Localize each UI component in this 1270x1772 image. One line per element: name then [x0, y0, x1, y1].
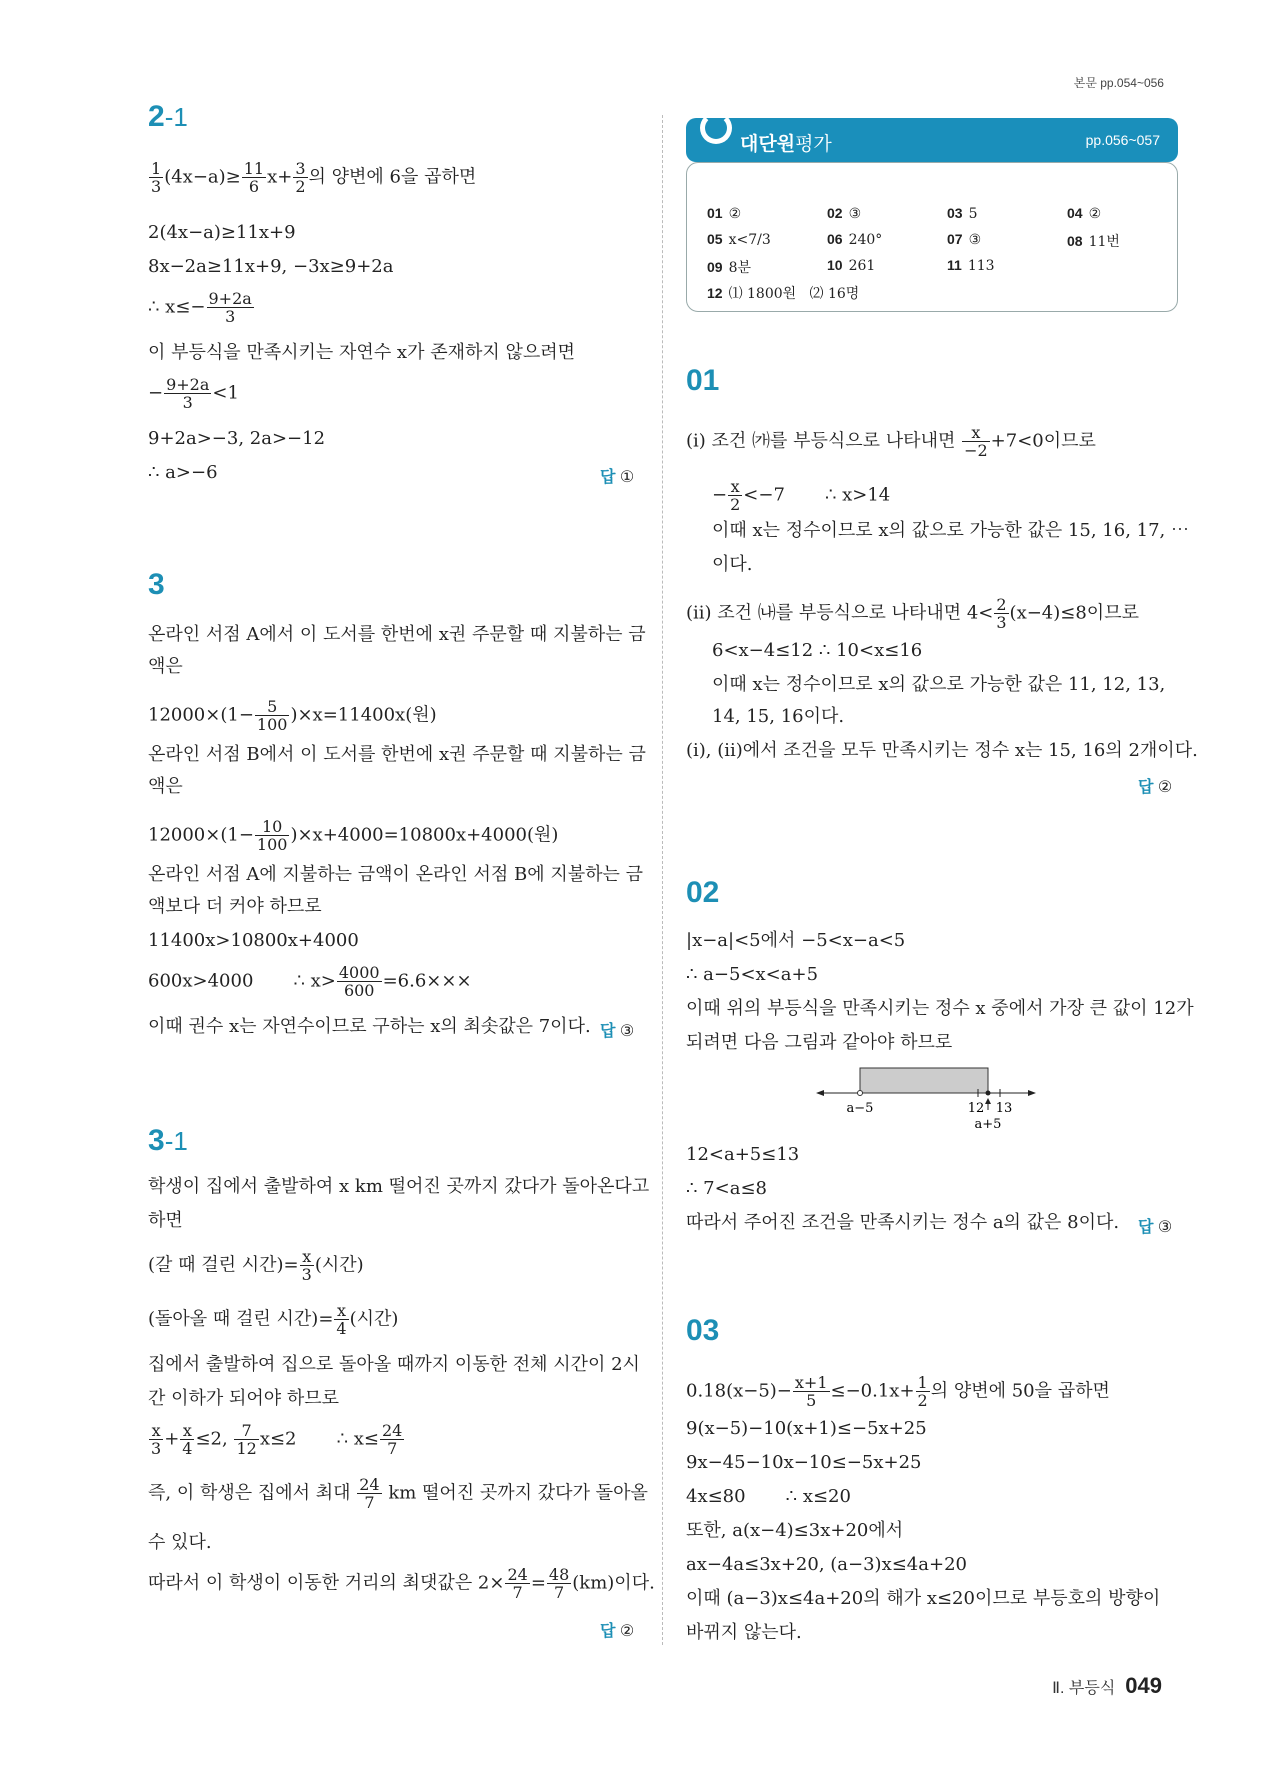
closed-endpoint: [986, 1091, 991, 1096]
section-title-03: 03: [686, 1314, 720, 1347]
text-line: 이때 위의 부등식을 만족시키는 정수 x 중에서 가장 큰 값이 12가: [686, 998, 1194, 1019]
label-13: 13: [995, 1101, 1013, 1116]
text-line: ax−4a≤3x+20, (a−3)x≤4a+20: [686, 1554, 967, 1575]
text-line: − $\frac{9+2a}{3}$ <1: [148, 375, 239, 412]
arrow-right-icon: [1028, 1090, 1036, 1096]
text-line: 액은: [148, 776, 183, 797]
answer-item: 05 x<7/3: [707, 231, 771, 248]
text-line: ∴ 7<a≤8: [686, 1178, 767, 1199]
text-line: 12000×(1− $\frac{10}{100}$ )×x+4000=10800x+4000(원): [148, 817, 559, 854]
box-title: 대단원평가: [740, 134, 832, 155]
text-line: 12000×(1− $\frac{5}{100}$ )×x=11400x(원): [148, 697, 437, 734]
text-line: 12<a+5≤13: [686, 1144, 800, 1165]
label-a-minus-5: a−5: [846, 1101, 874, 1116]
text-line: $\frac{1}{3}$ (4x−a)≥ $\frac{11}{6}$ x+ $\frac{3}{2}$ 의 양변에 6을 곱하면: [151, 159, 477, 196]
text-line: 또한, a(x−4)≤3x+20에서: [686, 1520, 904, 1541]
page-range-header: 본문 pp.054~056: [1073, 76, 1164, 90]
answer-mark: 답 ②: [1138, 779, 1173, 796]
label-a-plus-5: a+5: [974, 1117, 1002, 1132]
text-line: 11400x>10800x+4000: [148, 930, 359, 951]
text-line: 8x−2a≥11x+9, −3x≥9+2a: [148, 256, 394, 277]
text-line: (ⅱ) 조건 ㈏를 부등식으로 나타내면 4< $\frac{2}{3}$ (x−4)≤8이므로: [686, 595, 1139, 632]
number-line-diagram: [816, 1062, 1036, 1136]
text-line: 0.18(x−5)− $\frac{x+1}{5}$ ≤−0.1x+ $\frac{1}{2}$ 의 양변에 50을 곱하면: [686, 1373, 1110, 1410]
text-line: 따라서 이 학생이 이동한 거리의 최댓값은 2× $\frac{24}{7}$ = $\frac{48}{7}$ (km)이다.: [148, 1565, 655, 1602]
text-line: 4x≤80 ∴ x≤20: [686, 1486, 851, 1507]
text-line: 9x−45−10x−10≤−5x+25: [686, 1452, 922, 1473]
page-number: 049: [1125, 1673, 1162, 1698]
arrow-left-icon: [816, 1090, 824, 1096]
text-line: 즉, 이 학생은 집에서 최대 $\frac{24}{7}$ km 떨어진 곳까지 갔다가 돌아올: [148, 1475, 648, 1512]
open-endpoint: [858, 1091, 863, 1096]
section-title-01: 01: [686, 364, 720, 397]
answer-item: 08 11번: [1067, 233, 1120, 250]
text-line: (ⅰ) 조건 ㈎를 부등식으로 나타내면 $\frac{x}{-2}$ +7<0이므로: [686, 423, 1096, 460]
text-line: 바뀌지 않는다.: [686, 1622, 802, 1643]
column-divider: [662, 115, 663, 1645]
section-title-3: 3: [148, 568, 165, 601]
answer-item: 07 ③: [947, 231, 982, 248]
text-line: |x−a|<5에서 −5<x−a<5: [686, 930, 906, 951]
text-line: 수 있다.: [148, 1532, 212, 1553]
text-line: 9(x−5)−10(x+1)≤−5x+25: [686, 1418, 927, 1439]
solution-interval: [860, 1068, 988, 1093]
text-line: 이때 (a−3)x≤4a+20의 해가 x≤20이므로 부등호의 방향이: [686, 1588, 1161, 1609]
text-line: 2(4x−a)≥11x+9: [148, 222, 296, 243]
text-line: 이 부등식을 만족시키는 자연수 x가 존재하지 않으려면: [148, 342, 576, 363]
text-line: (갈 때 걸린 시간)= $\frac{x}{3}$ (시간): [148, 1247, 364, 1284]
text-line: 6<x−4≤12 ∴ 10<x≤16: [712, 640, 923, 661]
text-line: 14, 15, 16이다.: [712, 706, 845, 727]
text-line: 이때 권수 x는 자연수이므로 구하는 x의 최솟값은 7이다.: [148, 1016, 591, 1037]
text-line: 따라서 주어진 조건을 만족시키는 정수 a의 값은 8이다.: [686, 1212, 1120, 1233]
unit-evaluation-header: [686, 118, 1178, 162]
unit-evaluation-box: [686, 118, 1178, 310]
text-line: 9+2a>−3, 2a>−12: [148, 428, 326, 449]
text-line: − $\frac{x}{2}$ <−7 ∴ x>14: [712, 477, 891, 514]
text-line: ∴ a>−6: [148, 462, 218, 483]
text-line: 이다.: [712, 554, 753, 575]
text-line: 온라인 서점 A에서 이 도서를 한번에 x권 주문할 때 지불하는 금: [148, 624, 646, 645]
answer-item: 12 ⑴ 1800원 ⑵ 16명: [707, 285, 860, 302]
answer-item: 01 ②: [707, 205, 742, 222]
text-line: 온라인 서점 A에 지불하는 금액이 온라인 서점 B에 지불하는 금: [148, 864, 644, 885]
arrow-up-icon: [985, 1098, 991, 1104]
section-title-2-1: 2-1: [148, 100, 188, 133]
section-title-3-1: 3-1: [148, 1124, 188, 1157]
answer-item: 09 8분: [707, 259, 752, 276]
text-line: 액은: [148, 656, 183, 677]
section-title-02: 02: [686, 876, 720, 909]
answer-item: 06 240°: [827, 231, 883, 248]
answer-mark: 답 ③: [1138, 1219, 1173, 1236]
answer-item: 11 113: [947, 257, 995, 274]
page-footer: [1052, 1673, 1162, 1699]
box-pages: pp.056~057: [1085, 132, 1160, 148]
answer-grid: [686, 162, 1178, 312]
text-line: 간 이하가 되어야 하므로: [148, 1388, 340, 1409]
chapter-label: Ⅱ. 부등식: [1052, 1680, 1116, 1697]
answer-item: 02 ③: [827, 205, 862, 222]
text-line: (돌아올 때 걸린 시간)= $\frac{x}{4}$ (시간): [148, 1301, 399, 1338]
text-line: 액보다 더 커야 하므로: [148, 896, 322, 917]
answer-mark: 답 ②: [600, 1623, 635, 1640]
text-line: 집에서 출발하여 집으로 돌아올 때까지 이동한 전체 시간이 2시: [148, 1354, 640, 1375]
text-line: ∴ a−5<x<a+5: [686, 964, 819, 985]
text-line: 되려면 다음 그림과 같아야 하므로: [686, 1032, 953, 1053]
text-line: ∴ x≤− $\frac{9+2a}{3}$: [148, 289, 252, 326]
text-line: 학생이 집에서 출발하여 x km 떨어진 곳까지 갔다가 돌아온다고: [148, 1176, 650, 1197]
answer-item: 03 5: [947, 205, 978, 222]
ring-icon: [700, 112, 732, 144]
text-line: (ⅰ), (ⅱ)에서 조건을 모두 만족시키는 정수 x는 15, 16의 2개이다.: [686, 740, 1198, 761]
answer-mark: 답 ①: [600, 469, 635, 486]
answer-mark: 답 ③: [600, 1023, 635, 1040]
text-line: 온라인 서점 B에서 이 도서를 한번에 x권 주문할 때 지불하는 금: [148, 744, 646, 765]
text-line: 이때 x는 정수이므로 x의 값으로 가능한 값은 11, 12, 13,: [712, 674, 1166, 695]
answer-item: 10 261: [827, 257, 876, 274]
label-12: 12: [967, 1101, 985, 1116]
text-line: 하면: [148, 1210, 183, 1231]
text-line: 이때 x는 정수이므로 x의 값으로 가능한 값은 15, 16, 17, ⋯: [712, 520, 1189, 541]
answer-item: 04 ②: [1067, 205, 1102, 222]
text-line: $\frac{x}{3}$ + $\frac{x}{4}$ ≤2, $\frac{7}{12}$ x≤2 ∴ x≤ $\frac{24}{7}$: [151, 1421, 403, 1458]
text-line: 600x>4000 ∴ x> $\frac{4000}{600}$ =6.6×××: [148, 963, 472, 1000]
